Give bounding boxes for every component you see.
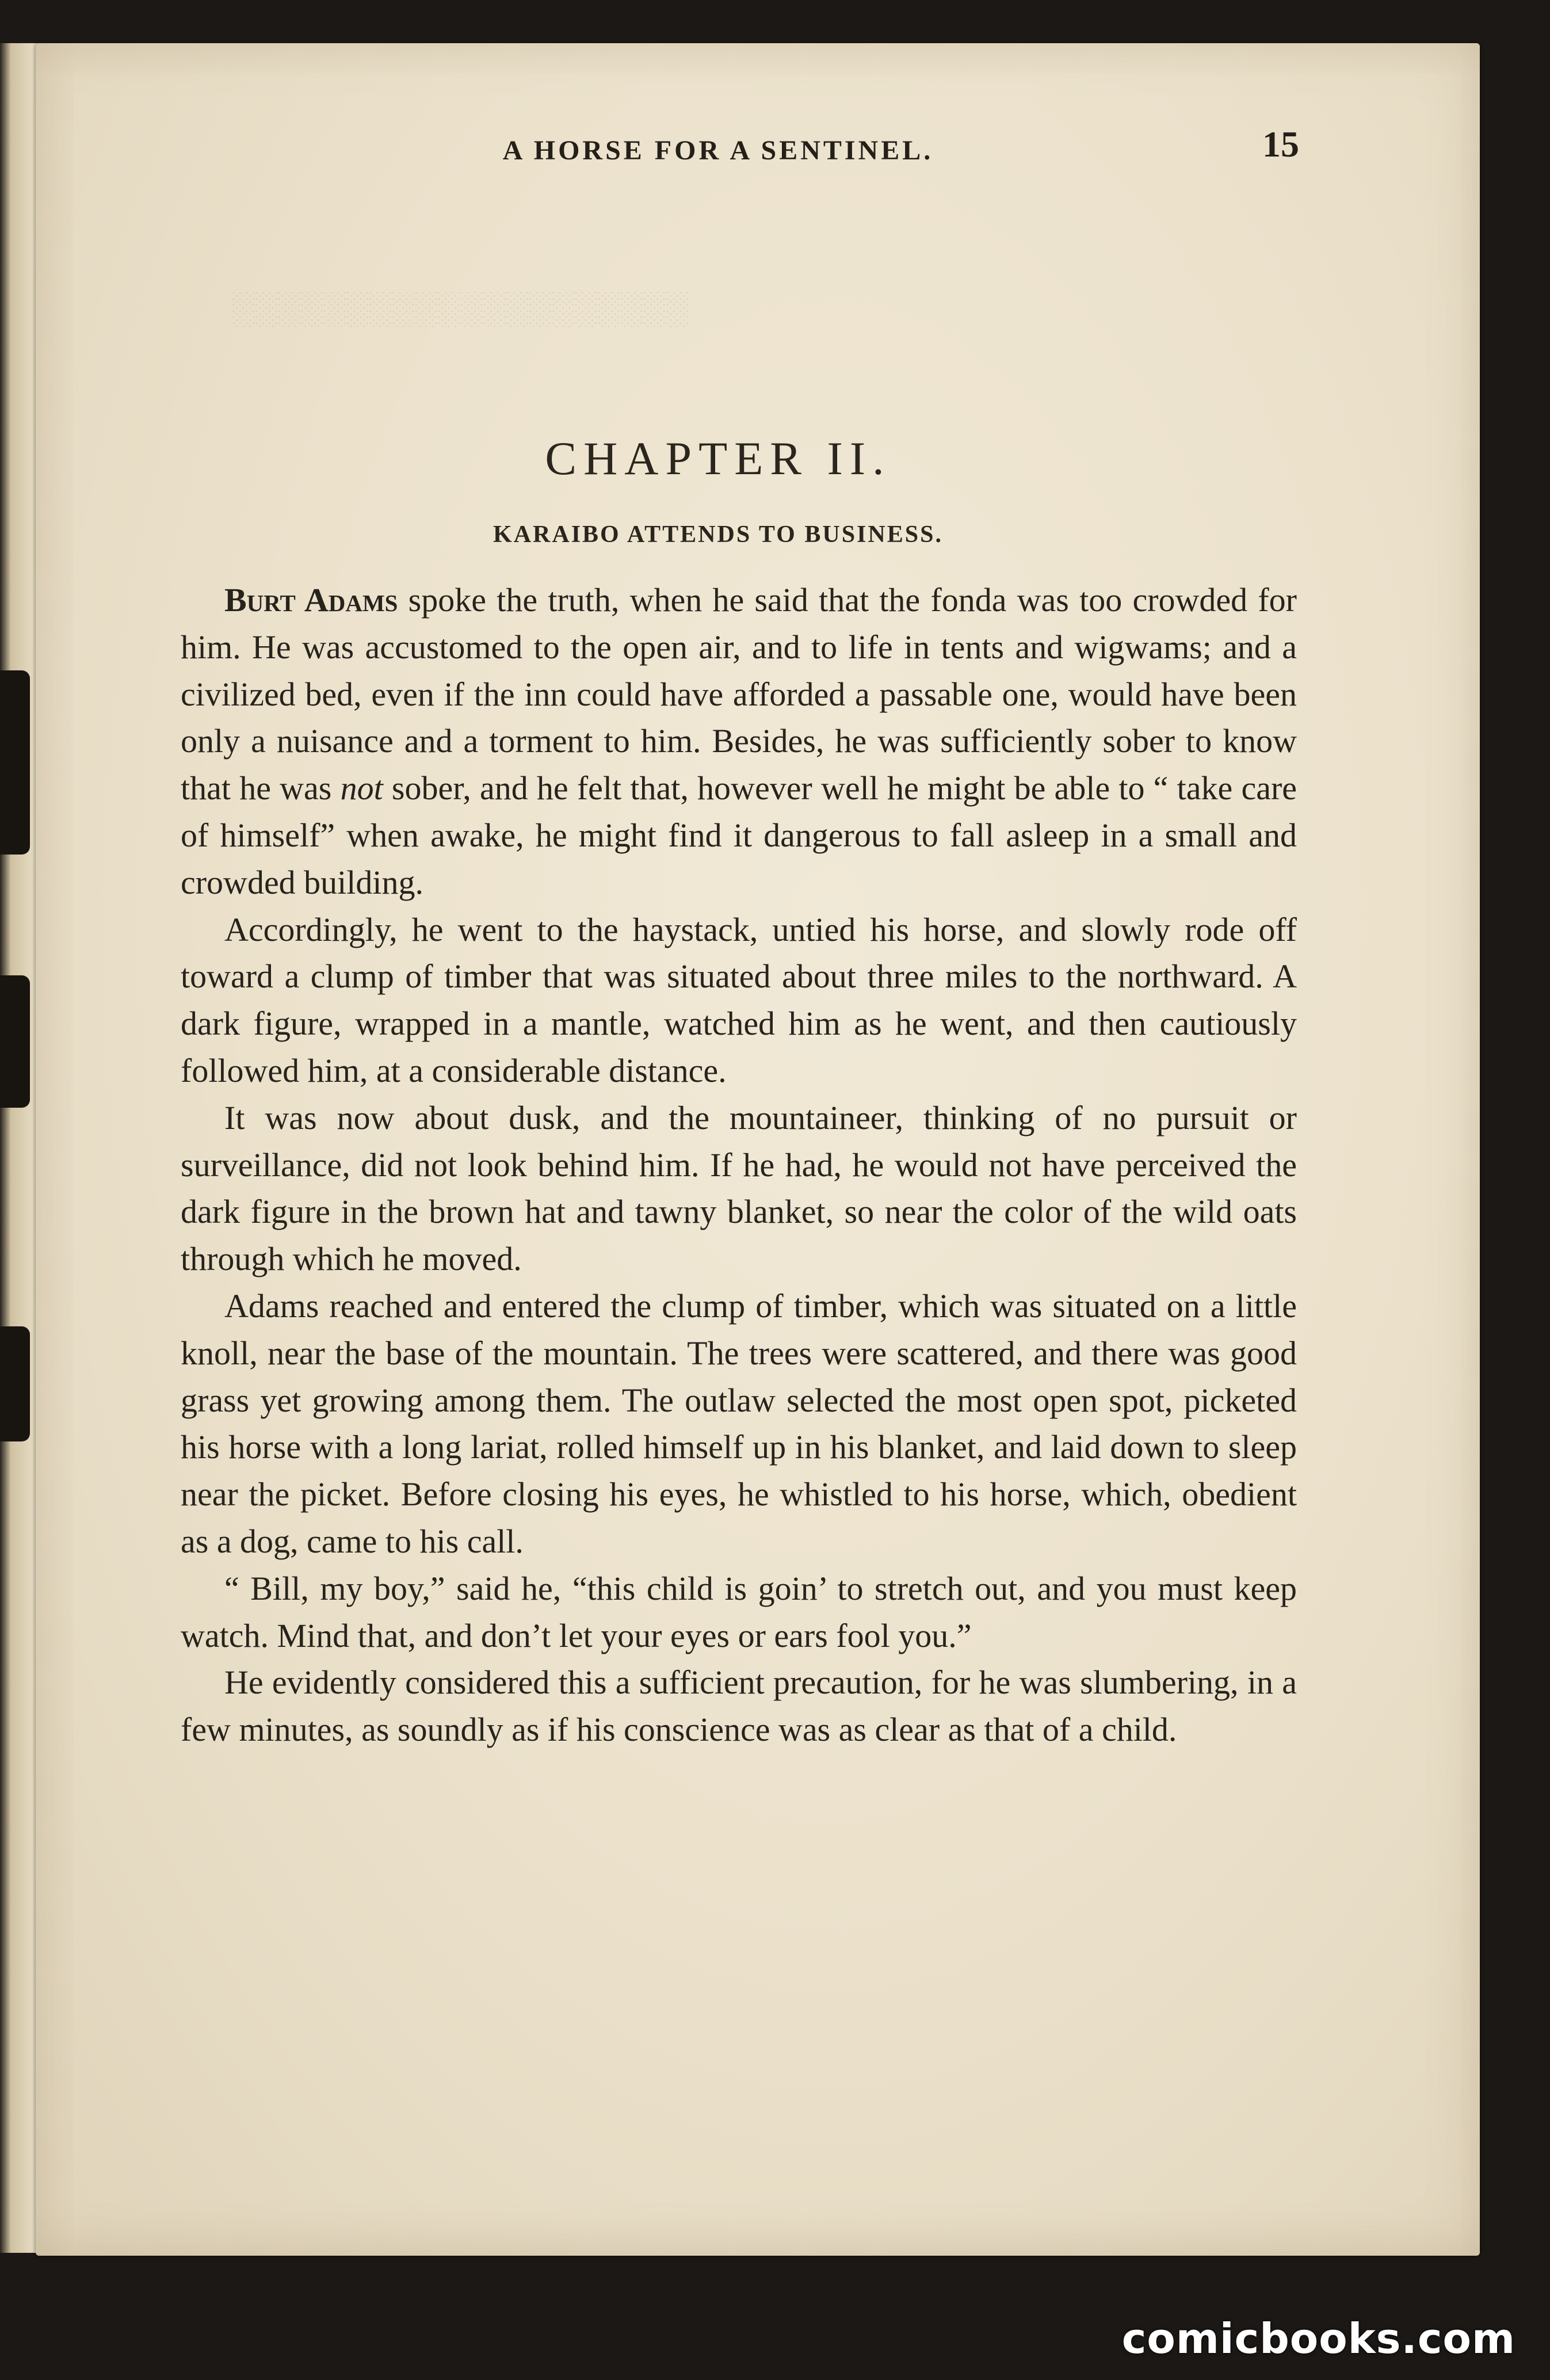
paragraph: He evidently considered this a sufficient precaution, for he was slumbering, in a few minutes, as soundly as if his conscience was as clear as that of a child. — [181, 1664, 1297, 1749]
paragraph: Accordingly, he went to the haystack, untied his horse, and slowly rode off toward a clump of timber that was situated about three miles to the northward. A dark figure, wrapped in a mantle, watched him as he went, and then cautiously followed him, at a considerable distance. — [181, 910, 1297, 1089]
torn-binding-notch — [0, 1326, 30, 1441]
torn-binding-notch — [0, 670, 30, 855]
lead-in-name: Burt Adams — [224, 581, 398, 619]
site-watermark: comicbooks.com — [1121, 2314, 1515, 2363]
page-number: 15 — [1262, 124, 1299, 165]
body-text — [181, 577, 1297, 1753]
torn-binding-notch — [0, 975, 30, 1108]
chapter-subtitle: KARAIBO ATTENDS TO BUSINESS. — [493, 521, 943, 548]
paragraph: It was now about dusk, and the mountaineer, thinking of no pursuit or surveillance, did not look behind him. If he had, he would not have perceived the dark figure in the brown hat and tawny blanket, so near the color of the wild oats through which he moved. — [181, 1099, 1297, 1278]
show-through-texture: ░░░░░░░░░░░░░░░░░░░░ — [231, 291, 688, 326]
running-header — [137, 117, 1299, 175]
paragraph: “ Bill, my boy,” said he, “this child is goin’ to stretch out, and you must keep watch. Mind that, and don’t let your eyes or ears fool you.” — [181, 1569, 1297, 1654]
paragraph: Adams reached and entered the clump of timber, which was situated on a little knoll, near the base of the mountain. The trees were scattered, and there was good grass yet growing among them. The outlaw selected the most open spot, picketed his horse with a long lariat, rolled himself up in his blanket, and laid down to sleep near the picket. Before closing his eyes, he whistled to his horse, which, obedient as a dog, came to his call. — [181, 1287, 1297, 1560]
paragraph: Burt Adams spoke the truth, when he said that the fonda was too crowded for him. He was accustomed to the open air, and to life in tents and wigwams; and a civilized bed, even if the inn could have afforded a passable one, would have been only a nuisance and a torment to him. Besides, he was sufficiently sober to know that he was not sober, and he felt that, however well he might be able to “ take care of himself” when awake, he might find it dangerous to fall asleep in a small and crowded building. — [181, 581, 1297, 901]
emphasis: not — [340, 769, 383, 807]
chapter-heading: CHAPTER II. — [545, 432, 891, 485]
running-title: A HORSE FOR A SENTINEL. — [502, 135, 934, 166]
